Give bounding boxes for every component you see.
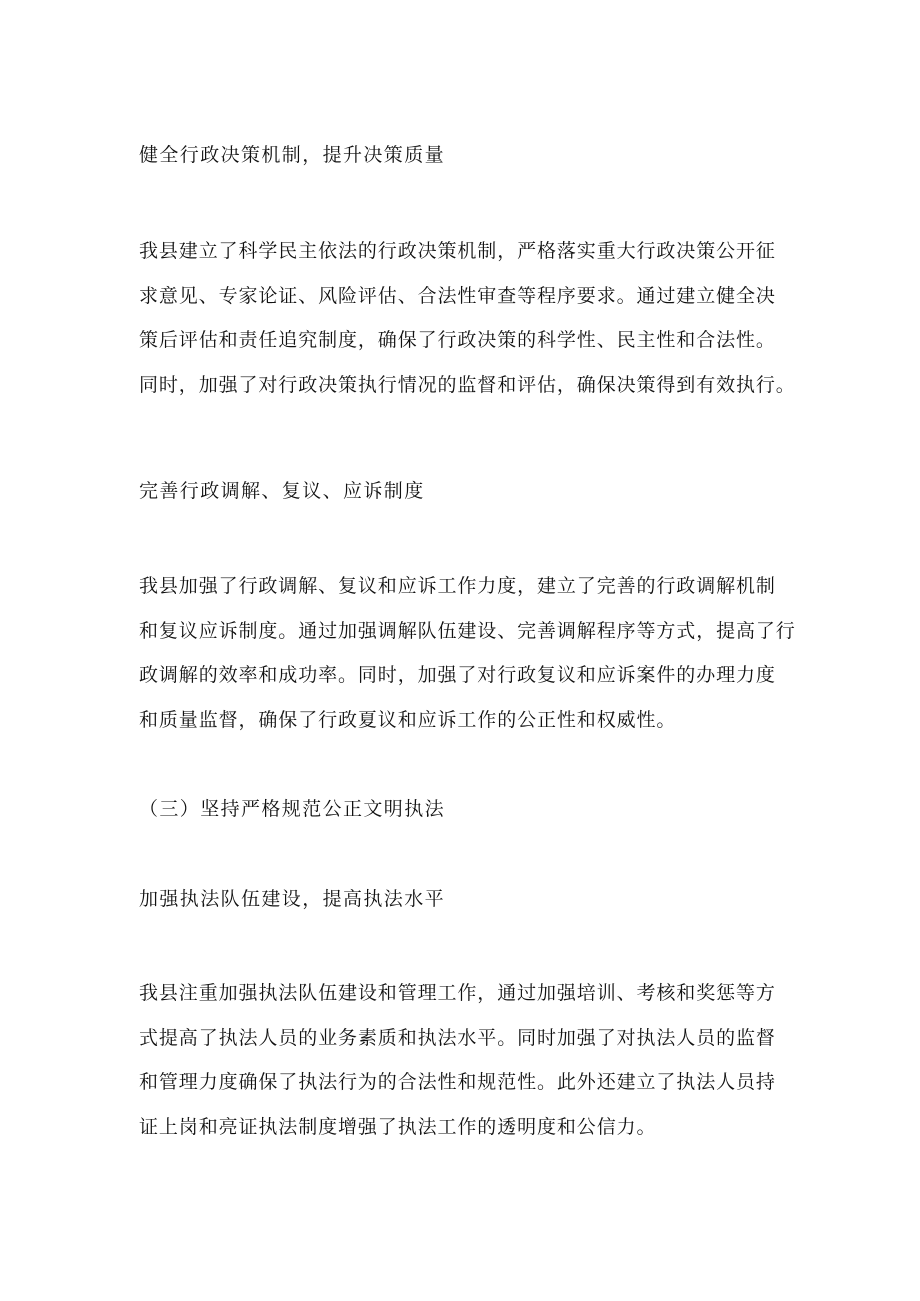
paragraph-line: 证上岗和亮证执法制度增强了执法工作的透明度和公信力。 — [139, 1115, 657, 1138]
paragraph-line: 同时，加强了对行政决策执行情况的监督和评估，确保决策得到有效执行。 — [139, 373, 796, 396]
section-heading-decision-mechanism: 健全行政决策机制，提升决策质量 — [139, 144, 446, 166]
section-heading-enforcement-team: 加强执法队伍建设，提高执法水平 — [139, 888, 446, 910]
paragraph-line: 我县建立了科学民主依法的行政决策机制，严格落实重大行政决策公开征 — [139, 240, 776, 262]
paragraph-line: 求意见、专家论证、风险评估、合法性审查等程序要求。通过建立健全决 — [139, 284, 776, 307]
paragraph-mediation-review — [139, 564, 799, 742]
section-heading-mediation-review: 完善行政调解、复议、应诉制度 — [139, 480, 425, 502]
paragraph-line: 策后评估和责任追究制度，确保了行政决策的科学性、民主性和合法性。 — [139, 329, 776, 351]
paragraph-line: 我县加强了行政调解、复议和应诉工作力度，建立了完善的行政调解机制 — [139, 575, 776, 597]
section-heading-law-enforcement: （三）坚持严格规范公正文明执法 — [139, 798, 446, 820]
paragraph-line: 和质量监督，确保了行政夏议和应诉工作的公正性和权威性。 — [139, 708, 677, 731]
paragraph-line: 式提高了执法人员的业务素质和执法水平。同时加强了对执法人员的监督 — [139, 1026, 776, 1049]
paragraph-line: 我县注重加强执法队伍建设和管理工作，通过加强培训、考核和奖惩等方 — [139, 982, 776, 1004]
paragraph-line: 和管理力度确保了执法行为的合法性和规范性。此外还建立了执法人员持 — [139, 1071, 776, 1093]
paragraph-decision-mechanism — [139, 229, 799, 407]
paragraph-line: 政调解的效率和成功率。同时，加强了对行政复议和应诉案件的办理力度 — [139, 664, 776, 686]
paragraph-line: 和复议应诉制度。通过加强调解队伍建设、完善调解程序等方式，提高了行 — [139, 619, 796, 642]
paragraph-enforcement-team — [139, 971, 799, 1149]
